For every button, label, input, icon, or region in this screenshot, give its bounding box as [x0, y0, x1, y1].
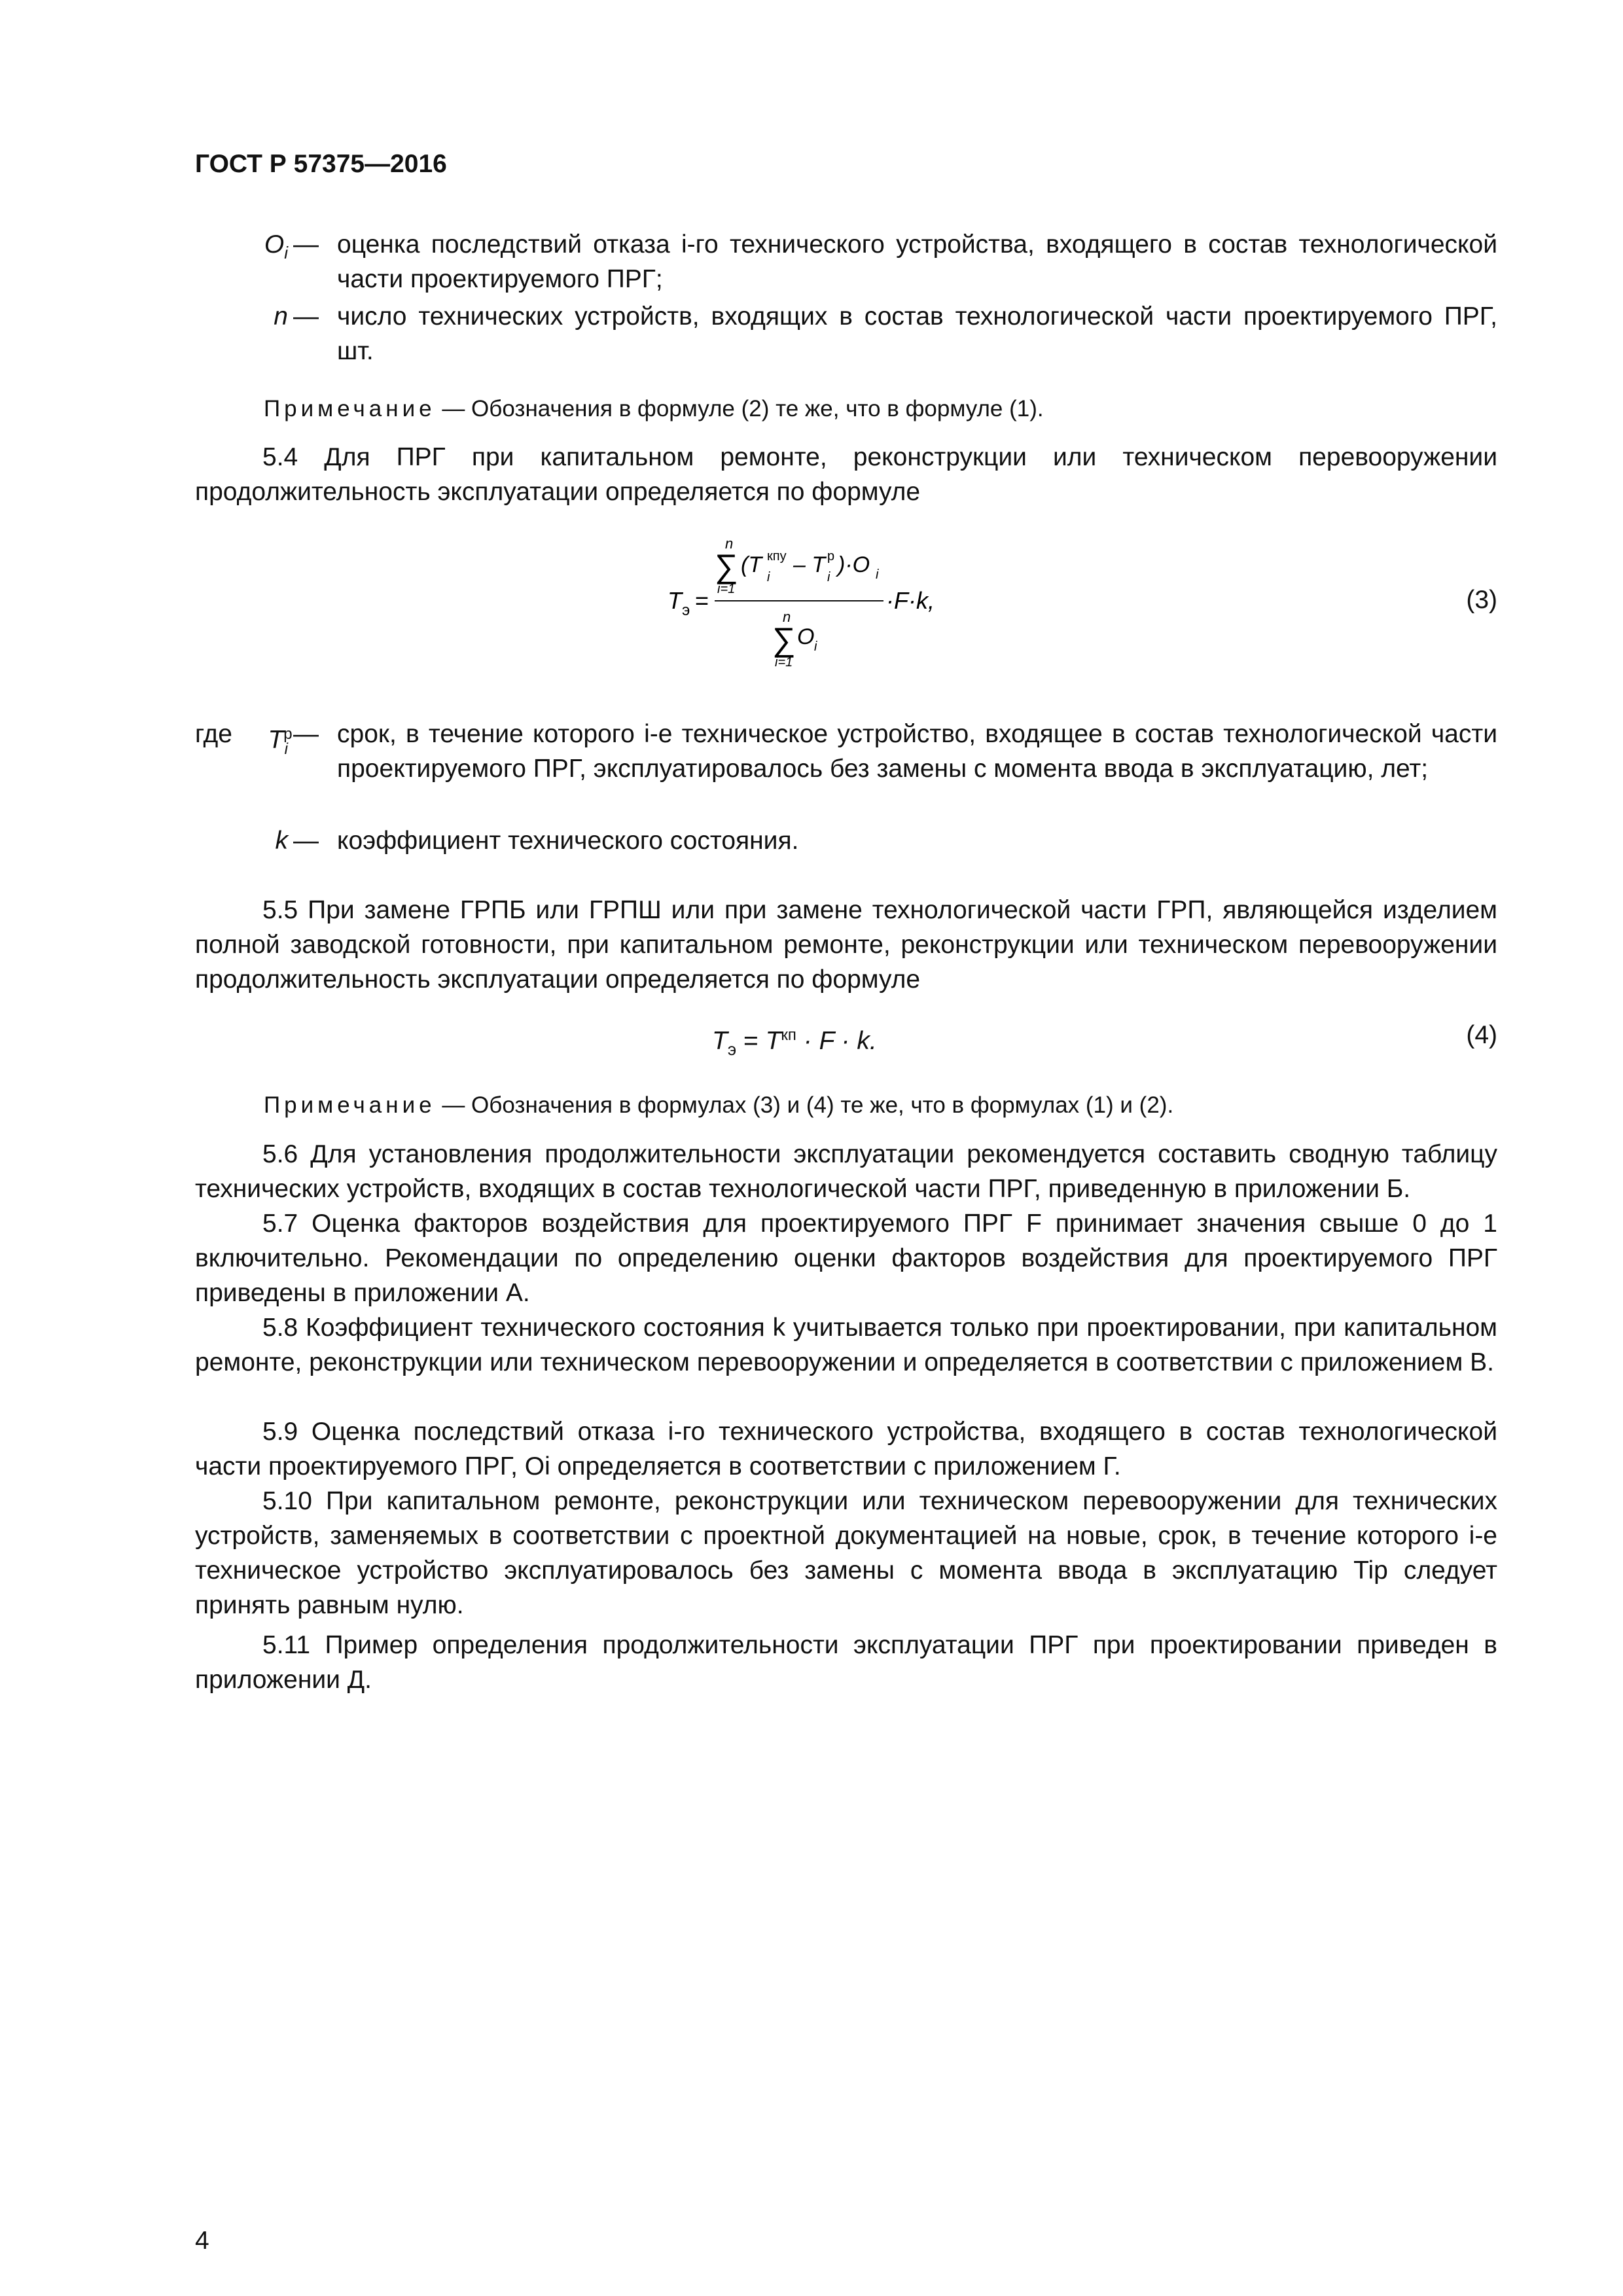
- formula-3-num-open: (T: [741, 552, 762, 577]
- paragraph-5-8: 5.8 Коэффициент технического состояния k учитывается только при проектировании, при капитальном ремонте, реконструкции или техническом перевооружении и определяется в соответствии с приложением В.: [195, 1314, 1497, 1376]
- sum-symbol-icon: ∑: [772, 621, 796, 658]
- paragraph-5-11: 5.11 Пример определения продолжительности эксплуатации ПРГ при проектировании приведен в приложении Д.: [195, 1631, 1497, 1694]
- formula-3-num-sup1: кпу: [767, 549, 787, 564]
- paragraph-5-6: 5.6 Для установления продолжительности эксплуатации рекомендуется составить сводную таблицу технических устройств, входящих в состав технологической части ПРГ, приведенную в приложении Б.: [195, 1140, 1497, 1203]
- definition-symbol-tip: $T^р_i$: [268, 725, 293, 758]
- formula-3-den-sub: i: [814, 639, 817, 654]
- page-number: 4: [195, 2227, 209, 2255]
- formula-3-sum-top: n: [725, 535, 734, 552]
- formula-3-lhs-sub: э: [682, 601, 690, 619]
- formula-3: [654, 524, 995, 681]
- formula-3-num-sub: i: [767, 570, 770, 584]
- definition-dash: —: [293, 827, 319, 855]
- formula-3-num-sup2: р: [827, 549, 835, 564]
- definition-symbol-k: k: [275, 827, 288, 855]
- formula-3-num-close: )·O: [838, 552, 870, 577]
- definition-text-tip: срок, в течение которого i-е техническое устройство, входящее в состав технологической части проектируемого ПРГ, эксплуатировалось без замены с момента ввода в эксплуатацию, лет;: [337, 720, 1497, 783]
- note-text: — Обозначения в формулах (3) и (4) те же, что в формулах (1) и (2).: [442, 1092, 1174, 1118]
- definition-symbol-oi: $O_i$: [264, 230, 288, 262]
- note-text: — Обозначения в формуле (2) те же, что в формуле (1).: [442, 396, 1044, 422]
- definition-text-oi: оценка последствий отказа i-го технического устройства, входящего в состав технологической части проектируемого ПРГ;: [337, 230, 1497, 293]
- definition-text-n: число технических устройств, входящих в состав технологической части проектируемого ПРГ, шт.: [337, 302, 1497, 365]
- formula-3-lhs: T: [668, 587, 682, 614]
- note-1: [264, 393, 1497, 425]
- formula-4: $T_э = T^{кп} \cdot F \cdot k$.: [712, 1026, 877, 1059]
- definition-symbol-n: n: [274, 302, 288, 331]
- definition-text-k: коэффициент технического состояния.: [337, 827, 799, 855]
- note-2: [264, 1090, 1497, 1121]
- formula-3-number: (3): [1466, 586, 1497, 614]
- formula-3-den-sum-top: n: [783, 609, 791, 625]
- formula-3-tail: ·F·k,: [886, 587, 935, 614]
- note-label: Примечание: [264, 396, 436, 422]
- formula-3-num-minus: – T: [793, 552, 826, 577]
- where-label: где: [195, 720, 232, 748]
- formula-3-den: O: [797, 624, 815, 649]
- paragraph-5-4: 5.4 Для ПРГ при капитальном ремонте, реконструкции или техническом перевооружении продолжительность эксплуатации определяется по формуле: [195, 443, 1497, 506]
- formula-3-num-sub2: i: [827, 570, 830, 584]
- note-label: Примечание: [264, 1092, 436, 1118]
- paragraph-5-10: 5.10 При капитальном ремонте, реконструкции или техническом перевооружении для технических устройств, заменяемых в соответствии с проектной документацией на новые, срок, в течение которого i-е техническое устройство эксплуатировалось без замены с момента ввода в эксплуатацию Tiр следует принять равным нулю.: [195, 1487, 1497, 1619]
- paragraph-5-9: 5.9 Оценка последствий отказа i-го технического устройства, входящего в состав технологической части проектируемого ПРГ, Oi определяется в соответствии с приложением Г.: [195, 1418, 1497, 1480]
- definition-dash: —: [293, 302, 319, 331]
- formula-3-den-sum-bottom: i=1: [775, 655, 793, 670]
- formula-4-number: (4): [1466, 1021, 1497, 1049]
- paragraph-5-5: 5.5 При замене ГРПБ или ГРПШ или при замене технологической части ГРП, являющейся изделием полной заводской готовности, при капитальном ремонте, реконструкции или техническом перевооружении продолжительность эксплуатации определяется по формуле: [195, 896, 1497, 994]
- sum-symbol-icon: ∑: [715, 548, 738, 584]
- formula-3-num-osub: i: [876, 567, 879, 582]
- formula-3-sum-bottom: i=1: [717, 582, 736, 596]
- definition-dash: —: [293, 230, 319, 259]
- document-code-header: ГОСТ Р 57375—2016: [195, 150, 447, 178]
- definition-dash: —: [293, 720, 319, 748]
- formula-3-eq: =: [695, 587, 709, 614]
- paragraph-5-7: 5.7 Оценка факторов воздействия для проектируемого ПРГ F принимает значения свыше 0 до 1 включительно. Рекомендации по определению оценки факторов воздействия для проектируемого ПРГ приведены в приложении А.: [195, 1210, 1497, 1307]
